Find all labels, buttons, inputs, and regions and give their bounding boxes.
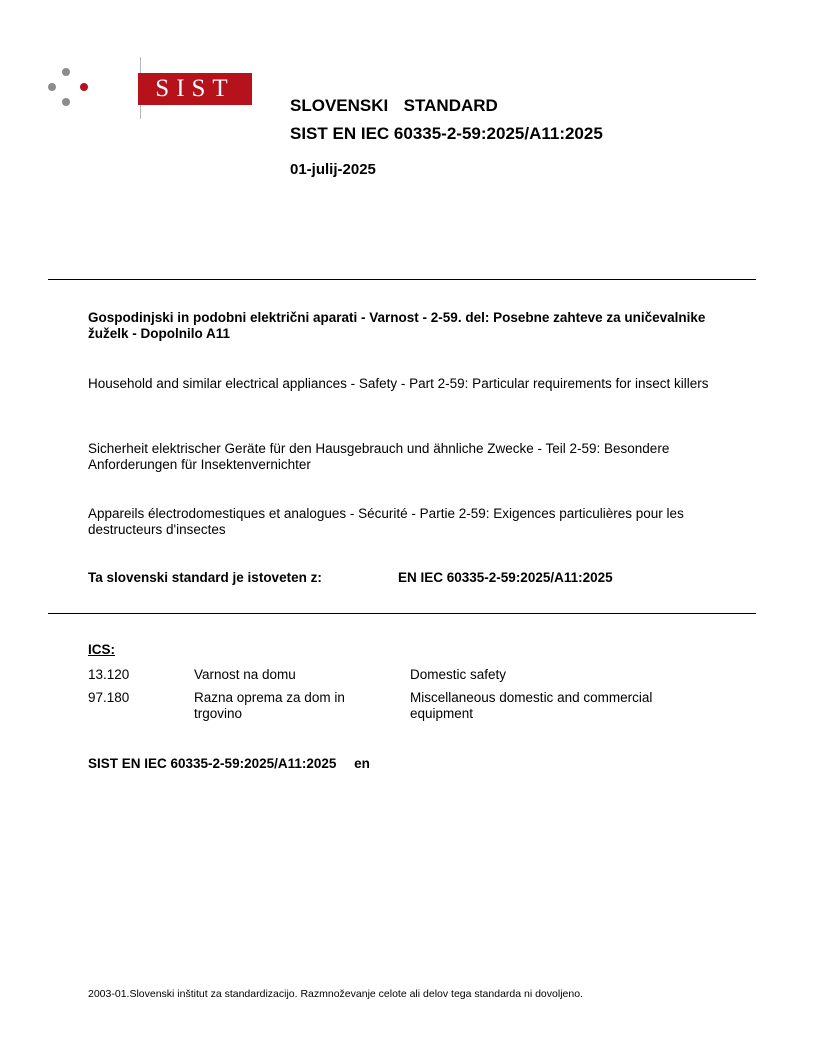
identical-reference: EN IEC 60335-2-59:2025/A11:2025 [398,570,613,585]
sist-logo [48,60,235,120]
logo-text: SIST [155,75,235,102]
logo-dot-top [62,68,70,76]
standard-code: SIST EN IEC 60335-2-59:2025/A11:2025 [290,124,603,143]
top-divider [48,279,756,280]
logo-dot-left [48,83,56,91]
logo-dot-bottom [62,98,70,106]
title-english: Household and similar electrical appliances - Safety - Part 2-59: Particular requirements for insect killers [88,376,709,391]
ics-description-en: Domestic safety [410,667,507,682]
title-french: Appareils électrodomestiques et analogues - Sécurité - Partie 2-59: Exigences particulières pour les destructeurs d'insectes [88,506,684,537]
bottom-divider [48,613,756,614]
identical-label: Ta slovenski standard je istoveten z: [88,570,322,585]
ics-description-sl: Razna oprema za dom in trgovino [194,690,345,721]
title-german: Sicherheit elektrischer Geräte für den Hausgebrauch und ähnliche Zwecke - Teil 2-59: Besondere Anforderungen für Insektenvernichter [88,441,670,472]
identical-statement [88,570,613,585]
logo-wordmark [138,73,252,105]
ics-description-sl: Varnost na domu [194,667,296,682]
logo-dot-accent [80,83,88,91]
copyright-footer: 2003-01.Slovenski inštitut za standardizacijo. Razmnoževanje celote ali delov tega standarda ni dovoljeno. [88,988,583,1000]
title-slovenian: Gospodinjski in podobni električni aparati - Varnost - 2-59. del: Posebne zahteve za uničevalnike žuželk - Dopolnilo A11 [88,310,706,341]
reference-language: en [354,756,370,771]
reference-code: SIST EN IEC 60335-2-59:2025/A11:2025 [88,756,337,771]
ics-code: 97.180 [88,690,130,705]
publication-date: 01-julij-2025 [290,161,376,178]
ics-label: ICS: [88,642,115,657]
reference-line [88,756,370,771]
ics-description-en: Miscellaneous domestic and commercial equipment [410,690,653,721]
ics-code: 13.120 [88,667,130,682]
standard-label: SLOVENSKI STANDARD [290,96,498,115]
